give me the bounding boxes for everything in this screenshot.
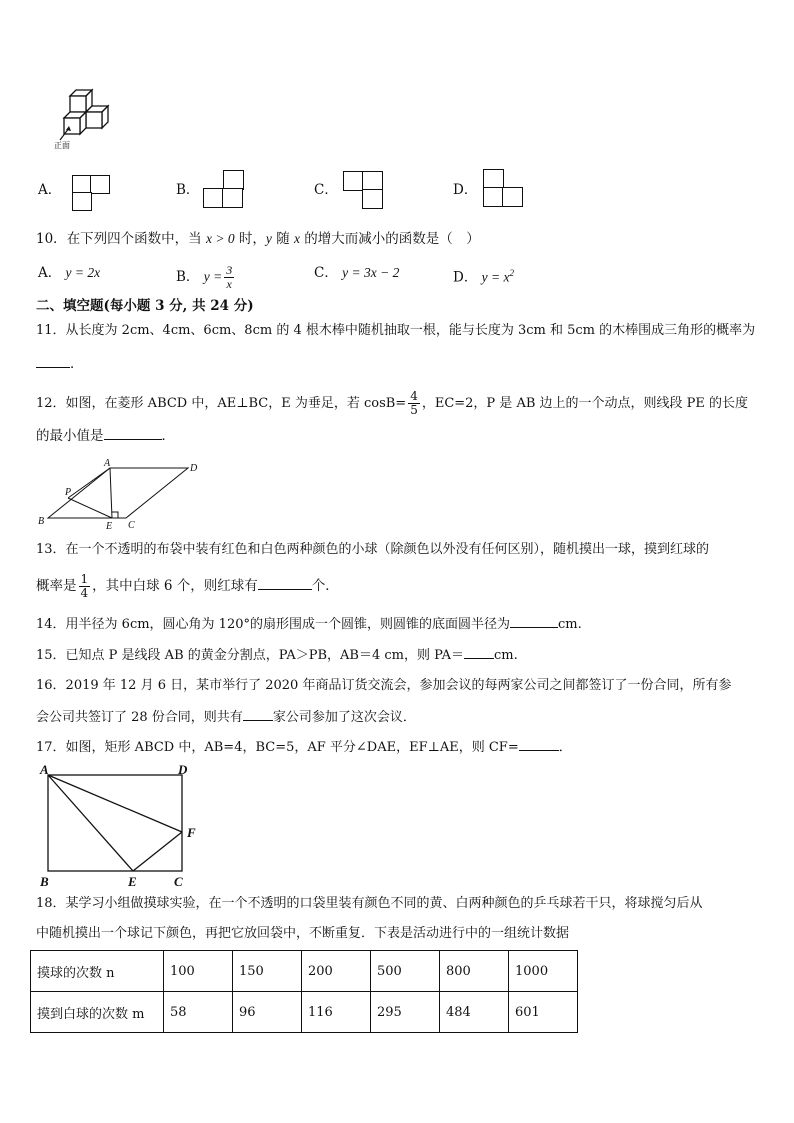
q12-answer-blank[interactable] [104,426,162,440]
table-cell: 150 [233,951,302,992]
table-cell: 601 [509,992,578,1033]
label-b: B [40,874,49,888]
q16-line2: 会公司共签订了 28 份合同，则共有 家公司参加了这次会议． [36,707,416,727]
q14-line: 14．用半径为 6cm，圆心角为 120°的扇形围成一个圆锥，则圆锥的底面圆半径为 cm. [36,614,582,634]
option-a-view [72,175,112,213]
option-a-label: A． [38,182,62,198]
label-a: A [104,458,111,469]
q10-stem: 10．在下列四个函数中，当 x > 0 时，y 随 x 的增大而减小的函数是（ ） [36,231,480,247]
q16-line1: 16．2019 年 12 月 6 日，某市举行了 2020 年商品订货交流会，参加会议的每两家公司之间都签订了一份合同，所有参 [36,678,732,693]
table-cell: 500 [371,951,440,992]
table-cell: 200 [302,951,371,992]
q17-line: 17．如图，矩形 ABCD 中，AB=4，BC=5，AF 平分∠DAE，EF⊥AE，则 CF= ． [36,737,572,757]
q18-line1: 18．某学习小组做摸球实验，在一个不透明的口袋里装有颜色不同的黄、白两种颜色的乒乓球若干只，将球搅匀后从 [36,896,703,911]
rhombus-figure [36,458,206,530]
q12-line1: 12．如图，在菱形 ABCD 中，AE⊥BC，E 为垂足，若 cosB= $\frac{4}{5}$ ，EC=2，P 是 AB 边上的一个动点，则线段 PE 的长度 [36,389,749,417]
stats-table [30,950,578,1033]
option-d-view [483,169,525,211]
q14-answer-blank[interactable] [510,614,558,628]
table-cell: 116 [302,992,371,1033]
q13-line2: 概率是 $\frac{1}{4}$ ，其中白球 6 个，则红球有 个． [36,572,339,600]
label-f: F [187,825,196,840]
label-e: E [106,521,113,530]
table-cell: 100 [164,951,233,992]
row-header: 摸到白球的次数 m [31,992,164,1033]
front-label: 正面 [54,141,70,150]
option-b-label: B． [176,182,200,198]
label-e: E [128,874,137,888]
option-b-view [203,170,245,210]
q13-answer-blank[interactable] [258,576,312,590]
label-d: D [178,762,188,777]
q15-answer-blank[interactable] [464,645,494,659]
q18-line2: 中随机摸出一个球记下颜色，再把它放回袋中，不断重复．下表是活动进行中的一组统计数据 [36,926,570,941]
table-cell: 58 [164,992,233,1033]
label-a: A [40,762,49,777]
option-c-view [343,171,385,211]
table-cell: 1000 [509,951,578,992]
table-cell: 295 [371,992,440,1033]
row-header: 摸球的次数 n [31,951,164,992]
q15-line: 15．已知点 P 是线段 AB 的黄金分割点，PA＞PB，AB＝4 cm，则 PA＝ cm. [36,645,518,665]
label-c: C [174,874,183,888]
q11-answer-blank[interactable] [36,354,70,368]
table-cell: 96 [233,992,302,1033]
label-p: P [65,487,72,498]
q17-answer-blank[interactable] [519,737,559,751]
section-title: 二、填空题(每小题 3 分, 共 24 分) [36,298,254,314]
q11-line1: 11．从长度为 2cm、4cm、6cm、8cm 的 4 根木棒中随机抽取一根，能与长度为 3cm 和 5cm 的木棒围成三角形的概率为 [36,323,756,338]
q13-line1: 13．在一个不透明的布袋中装有红色和白色两种颜色的小球（除颜色以外没有任何区别），随机摸出一球，摸到红球的 [36,542,710,557]
table-cell: 800 [440,951,509,992]
option-c-label: C． [314,182,338,198]
q10-option-d: D． $y = x^2$ [453,268,514,286]
table-cell: 484 [440,992,509,1033]
label-d: D [190,463,198,474]
q12-line2: 的最小值是 ． [36,428,175,444]
q11-line2: ． [36,354,84,373]
q10-option-c: C． y = 3x − 2 [314,265,400,281]
rectangle-figure [36,762,208,888]
label-c: C [128,520,135,530]
q16-answer-blank[interactable] [243,707,273,721]
q10-option-b: B． y = $\frac{3}{x}$ [176,263,233,291]
table-row [31,951,578,992]
table-row [31,992,578,1033]
label-b: B [38,516,45,527]
option-d-label: D． [453,182,478,198]
q10-option-a: A． y = 2x [38,265,101,281]
